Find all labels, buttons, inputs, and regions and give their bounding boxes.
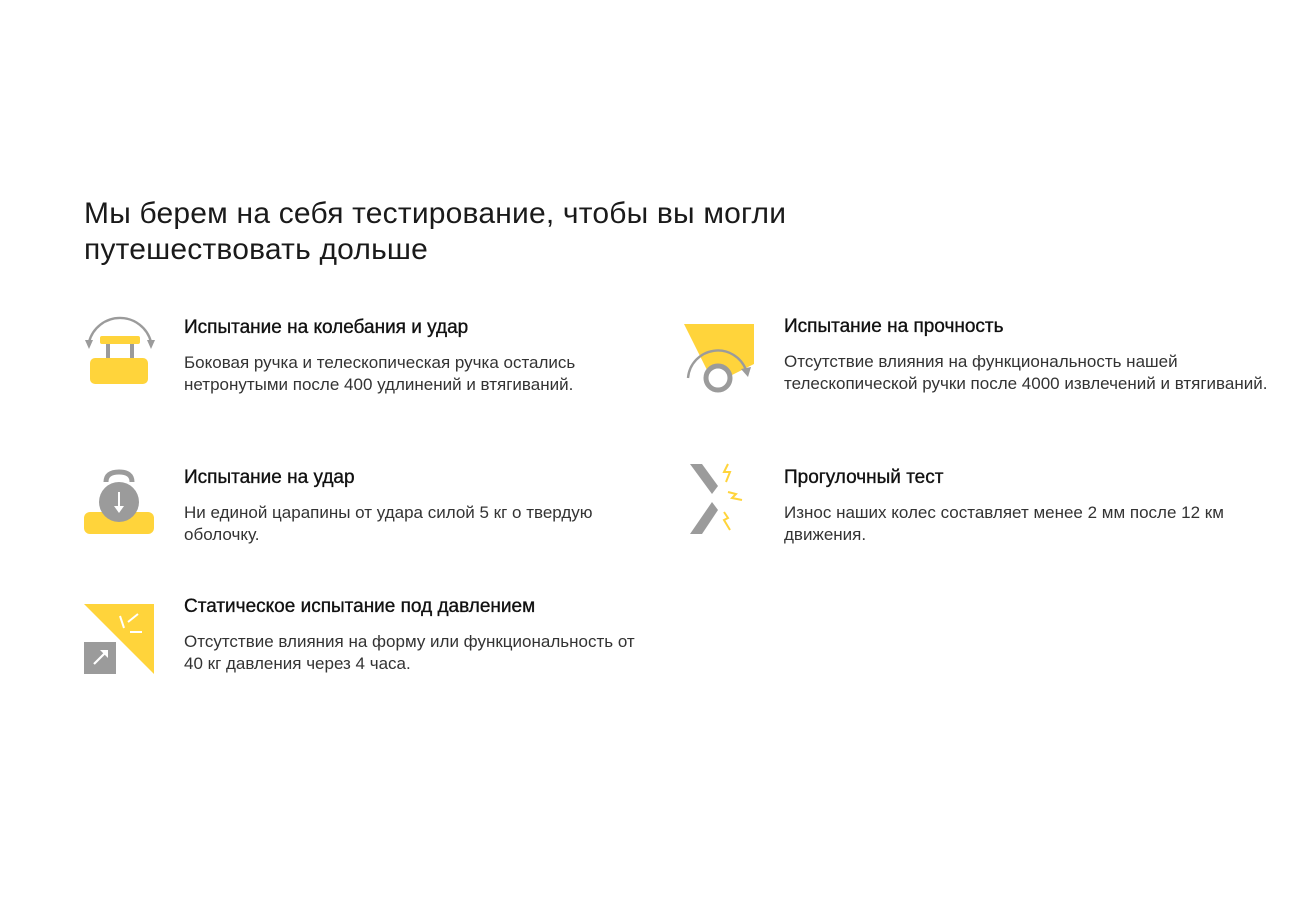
feature-description: Износ наших колес составляет менее 2 мм после 12 км движения. [784, 503, 1224, 544]
wheel-rotation-icon [684, 312, 756, 401]
feature-title: Испытание на колебания и удар [184, 317, 469, 338]
feature-title: Испытание на удар [184, 467, 355, 488]
feature-title: Статическое испытание под давлением [184, 596, 536, 617]
page-headline: Мы берем на себя тестирование, чтобы вы могли путешествовать дольше [84, 197, 787, 266]
feature-title: Прогулочный тест [784, 467, 944, 488]
wheel-wear-icon [684, 462, 756, 543]
feature-description: Ни единой царапины от удара силой 5 кг о твердую оболочку. [184, 503, 593, 544]
kettlebell-drop-icon [84, 462, 156, 543]
feature-description: Отсутствие влияния на функциональность нашей телескопической ручки после 4000 извлечений и втягиваний. [784, 352, 1268, 393]
feature-title: Испытание на прочность [784, 316, 1004, 337]
swing-handle-icon [84, 312, 156, 393]
feature-description: Отсутствие влияния на форму или функциональность от 40 кг давления через 4 часа. [184, 632, 635, 673]
pressure-corner-icon [84, 592, 156, 681]
feature-description: Боковая ручка и телескопическая ручка остались нетронутыми после 400 удлинений и втягиваний. [184, 353, 576, 394]
